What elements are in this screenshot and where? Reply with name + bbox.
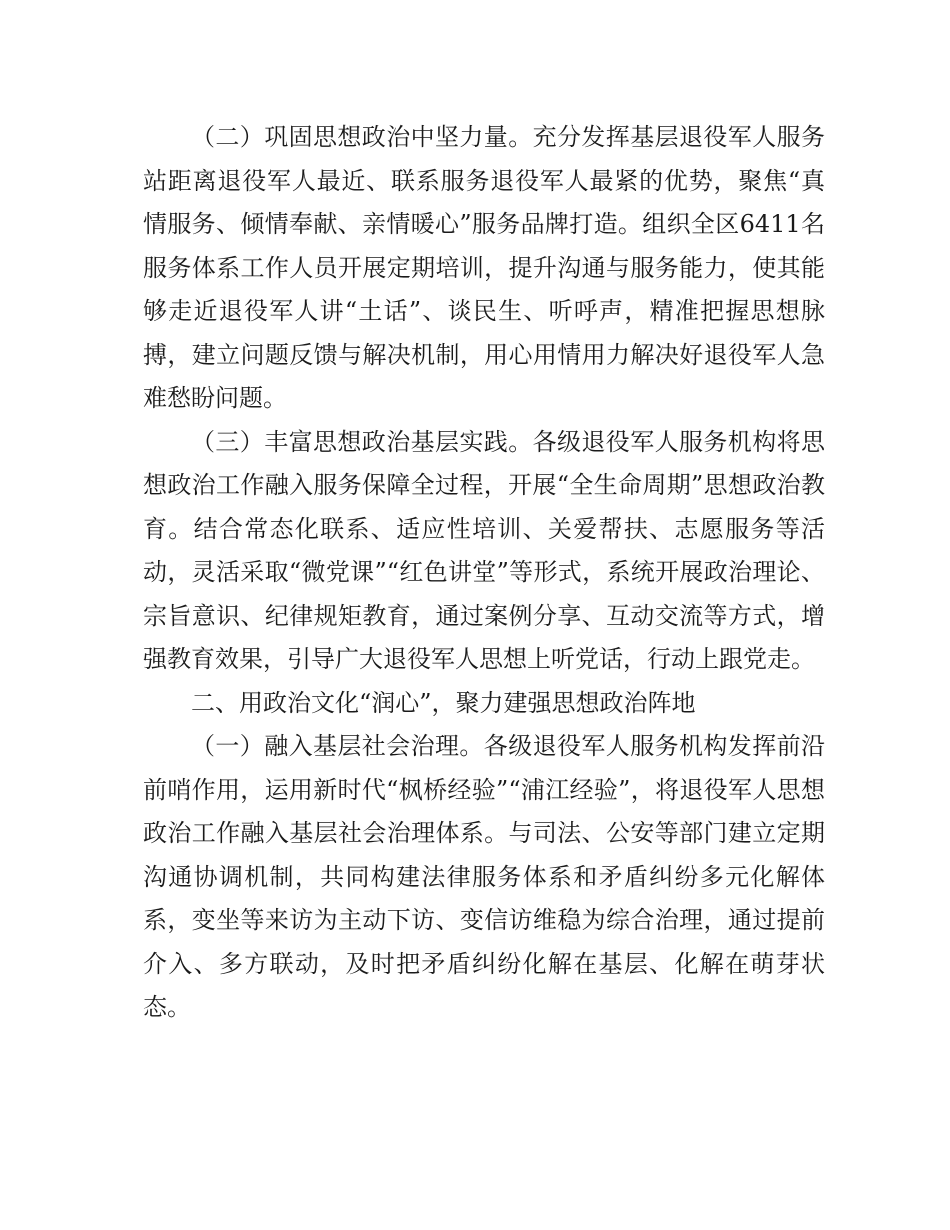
paragraph-section-2-1: （一）融入基层社会治理。各级退役军人服务机构发挥前沿前哨作用，运用新时代“枫桥经验”“浦江经验”，将退役军人思想政治工作融入基层社会治理体系。与司法、公安等部门建立定期沟通协调机制，共同构建法律服务体系和矛盾纠纷多元化解体系，变坐等来访为主动下访、变信访维稳为综合治理，通过提前介入、多方联动，及时把矛盾纠纷化解在基层、化解在萌芽状态。: [143, 732, 825, 1021]
paragraph-section-1-3: （三）丰富思想政治基层实践。各级退役军人服务机构将思想政治工作融入服务保障全过程，开展“全生命周期”思想政治教育。结合常态化联系、适应性培训、关爱帮扶、志愿服务等活动，灵活采取“微党课”“红色讲堂”等形式，系统开展政治理论、宗旨意识、纪律规矩教育，通过案例分享、互动交流等方式，增强教育效果，引导广大退役军人思想上听党话，行动上跟党走。: [143, 427, 825, 673]
section-heading: 二、用政治文化“润心”，聚力建强思想政治阵地: [191, 688, 696, 717]
paragraph-section-1-2: （二）巩固思想政治中坚力量。充分发挥基层退役军人服务站距离退役军人最近、联系服务退役军人最紧的优势，聚焦“真情服务、倾情奉献、亲情暖心”服务品牌打造。组织全区6411名服务体系工作人员开展定期培训，提升沟通与服务能力，使其能够走近退役军人讲“土话”、谈民生、听呼声，精准把握思想脉搏，建立问题反馈与解决机制，用心用情用力解决好退役军人急难愁盼问题。: [143, 123, 825, 412]
document-body: [143, 116, 825, 1030]
